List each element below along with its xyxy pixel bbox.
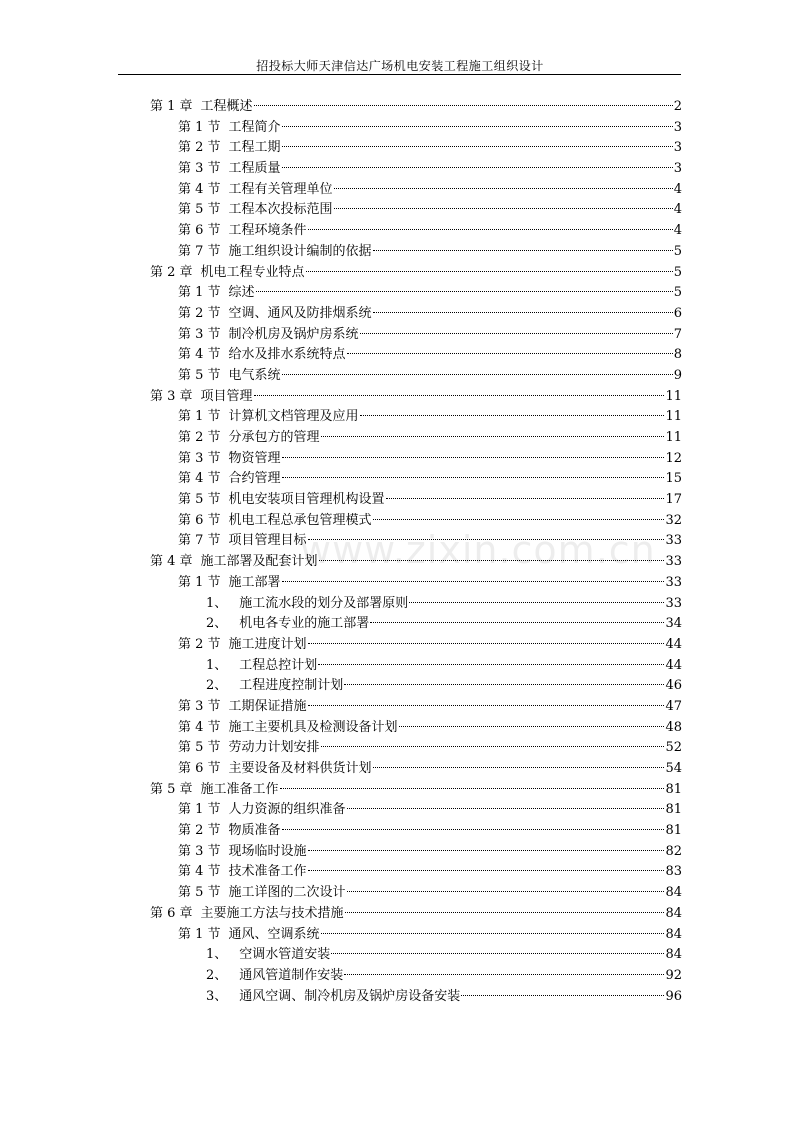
toc-section-entry[interactable] — [0, 635, 800, 656]
toc-entry-title: 工程质量 — [228, 161, 281, 177]
toc-entry-page-number: 46 — [665, 678, 682, 694]
toc-section-entry[interactable] — [0, 490, 800, 511]
toc-entry-number: 第 6 节 — [178, 223, 221, 239]
toc-entry-number: 第 5 节 — [178, 202, 221, 218]
toc-entry-number: 1、 — [206, 657, 228, 673]
toc-entry-title: 施工详图的二次设计 — [228, 885, 346, 901]
toc-entry-number: 第 4 章 — [150, 554, 193, 570]
toc-entry-page-number: 84 — [665, 885, 682, 901]
toc-entry-number: 1、 — [206, 595, 228, 611]
toc-section-entry[interactable] — [0, 242, 800, 263]
toc-dot-leader — [306, 271, 673, 272]
toc-entry-number: 第 4 节 — [178, 719, 221, 735]
toc-entry-page-number: 32 — [665, 512, 682, 528]
toc-entry-page-number: 15 — [665, 471, 682, 487]
toc-entry-title: 工程进度控制计划 — [239, 678, 344, 694]
toc-entry-page-number: 48 — [665, 719, 682, 735]
toc-section-entry[interactable] — [0, 759, 800, 780]
toc-entry-page-number: 84 — [665, 947, 682, 963]
toc-dot-leader — [347, 808, 665, 809]
toc-entry-number: 第 3 节 — [178, 450, 221, 466]
toc-entry-title: 制冷机房及锅炉房系统 — [228, 326, 359, 342]
toc-dot-leader — [321, 436, 665, 437]
toc-chapter-entry[interactable] — [0, 780, 800, 801]
toc-entry-title: 机电工程专业特点 — [200, 264, 305, 280]
toc-entry-page-number: 3 — [673, 119, 682, 135]
toc-section-entry[interactable] — [0, 345, 800, 366]
toc-dot-leader — [319, 560, 665, 561]
toc-dot-leader — [282, 374, 673, 375]
toc-entry-title: 空调、通风及防排烟系统 — [228, 305, 372, 321]
toc-dot-leader — [461, 995, 664, 996]
toc-entry-title: 施工主要机具及检测设备计划 — [228, 719, 398, 735]
toc-entry-page-number: 8 — [673, 347, 682, 363]
toc-entry-title: 现场临时设施 — [228, 843, 307, 859]
toc-entry-title: 施工进度计划 — [228, 636, 307, 652]
toc-dot-leader — [347, 891, 665, 892]
toc-section-entry[interactable] — [0, 407, 800, 428]
toc-entry-page-number: 3 — [673, 161, 682, 177]
toc-entry-page-number: 33 — [665, 574, 682, 590]
toc-entry-title: 工期保证措施 — [228, 698, 307, 714]
toc-entry-title: 工程工期 — [228, 140, 281, 156]
toc-entry-title: 项目管理 — [200, 388, 253, 404]
toc-dot-leader — [321, 746, 665, 747]
toc-entry-title: 通风、空调系统 — [228, 926, 320, 942]
toc-dot-leader — [409, 602, 664, 603]
toc-section-entry[interactable] — [0, 697, 800, 718]
toc-dot-leader — [347, 353, 673, 354]
toc-entry-page-number: 33 — [665, 554, 682, 570]
toc-entry-title: 机电工程总承包管理模式 — [228, 512, 372, 528]
toc-dot-leader — [308, 705, 665, 706]
toc-section-entry[interactable] — [0, 449, 800, 470]
toc-dot-leader — [373, 250, 673, 251]
toc-entry-page-number: 11 — [665, 388, 682, 404]
toc-chapter-entry[interactable] — [0, 387, 800, 408]
toc-entry-number: 第 1 章 — [150, 99, 193, 114]
toc-entry-title: 机电各专业的施工部署 — [239, 616, 370, 632]
toc-section-entry[interactable] — [0, 159, 800, 180]
toc-entry-number: 第 5 节 — [178, 885, 221, 901]
toc-entry-page-number: 6 — [673, 305, 682, 321]
toc-entry-page-number: 96 — [665, 988, 682, 1004]
document-header-title: 招投标大师天津信达广场机电安装工程施工组织设计 — [256, 59, 544, 73]
toc-dot-leader — [360, 415, 665, 416]
toc-section-entry[interactable] — [0, 862, 800, 883]
toc-entry-title: 电气系统 — [228, 367, 281, 383]
toc-section-entry[interactable] — [0, 325, 800, 346]
toc-entry-number: 第 6 节 — [178, 761, 221, 776]
toc-dot-leader — [308, 643, 665, 644]
toc-entry-page-number: 52 — [665, 740, 682, 756]
toc-dot-leader — [254, 395, 665, 396]
toc-entry-page-number: 7 — [673, 326, 682, 342]
toc-entry-title: 工程简介 — [228, 119, 281, 135]
toc-entry-number: 第 6 节 — [178, 512, 221, 528]
toc-dot-leader — [282, 167, 673, 168]
toc-section-entry[interactable] — [0, 842, 800, 863]
toc-entry-number: 第 1 节 — [178, 409, 221, 425]
toc-entry-page-number: 33 — [665, 533, 682, 549]
toc-dot-leader — [370, 622, 664, 623]
toc-section-entry[interactable] — [0, 469, 800, 490]
toc-entry-page-number: 5 — [673, 264, 682, 280]
toc-entry-title: 施工部署 — [228, 574, 281, 590]
toc-dot-leader — [360, 333, 673, 334]
toc-section-entry[interactable] — [0, 511, 800, 532]
toc-entry-number: 第 5 节 — [178, 367, 221, 383]
toc-entry-number: 第 5 节 — [178, 492, 221, 508]
toc-entry-title: 物质准备 — [228, 823, 281, 839]
toc-entry-page-number: 81 — [665, 781, 682, 797]
toc-entry-number: 2、 — [206, 616, 228, 632]
toc-dot-leader — [308, 539, 665, 540]
toc-subsection-entry[interactable] — [0, 594, 800, 615]
toc-entry-title: 人力资源的组织准备 — [228, 802, 346, 818]
toc-entry-number: 第 3 节 — [178, 326, 221, 342]
toc-entry-title: 技术准备工作 — [228, 864, 307, 880]
toc-entry-page-number: 47 — [665, 698, 682, 714]
toc-entry-title: 工程有关管理单位 — [228, 181, 333, 197]
toc-subsection-entry[interactable] — [0, 966, 800, 987]
toc-section-entry[interactable] — [0, 573, 800, 594]
toc-entry-page-number: 2 — [673, 99, 682, 114]
toc-entry-page-number: 11 — [665, 430, 682, 445]
toc-dot-leader — [256, 291, 673, 292]
toc-dot-leader — [282, 829, 665, 830]
toc-dot-leader — [334, 188, 673, 189]
toc-dot-leader — [318, 664, 664, 665]
toc-entry-number: 第 2 节 — [178, 823, 221, 839]
toc-entry-page-number: 44 — [665, 636, 682, 652]
toc-entry-title: 施工部署及配套计划 — [200, 554, 318, 570]
toc-entry-number: 第 4 节 — [178, 864, 221, 880]
toc-entry-page-number: 84 — [665, 905, 682, 921]
toc-entry-page-number: 5 — [673, 285, 682, 301]
table-of-contents — [0, 97, 800, 1007]
toc-dot-leader — [344, 974, 664, 975]
toc-entry-page-number: 17 — [665, 492, 682, 508]
toc-entry-number: 第 6 章 — [150, 905, 193, 921]
toc-dot-leader — [308, 229, 673, 230]
toc-section-entry[interactable] — [0, 738, 800, 759]
toc-entry-title: 施工组织设计编制的依据 — [228, 243, 372, 259]
toc-entry-page-number: 9 — [673, 367, 682, 383]
toc-entry-title: 通风管道制作安装 — [239, 967, 344, 983]
toc-section-entry[interactable] — [0, 883, 800, 904]
toc-section-entry[interactable] — [0, 283, 800, 304]
toc-chapter-entry[interactable] — [0, 97, 800, 118]
toc-entry-title: 给水及排水系统特点 — [228, 347, 346, 363]
toc-entry-page-number: 82 — [665, 843, 682, 859]
toc-dot-leader — [282, 457, 665, 458]
header-rule — [118, 74, 681, 75]
toc-dot-leader — [308, 870, 665, 871]
toc-entry-number: 3、 — [206, 988, 228, 1004]
toc-entry-number: 第 1 节 — [178, 119, 221, 135]
toc-entry-number: 第 2 节 — [178, 430, 221, 445]
toc-dot-leader — [282, 581, 665, 582]
toc-entry-number: 第 4 节 — [178, 471, 221, 487]
toc-subsection-entry[interactable] — [0, 945, 800, 966]
toc-chapter-entry[interactable] — [0, 552, 800, 573]
toc-dot-leader — [399, 726, 665, 727]
toc-entry-title: 综述 — [228, 285, 255, 301]
toc-entry-page-number: 11 — [665, 409, 682, 425]
toc-section-entry[interactable] — [0, 221, 800, 242]
toc-section-entry[interactable] — [0, 118, 800, 139]
toc-entry-title: 机电安装项目管理机构设置 — [228, 492, 385, 508]
toc-dot-leader — [334, 208, 673, 209]
toc-section-entry[interactable] — [0, 531, 800, 552]
toc-dot-leader — [321, 933, 665, 934]
toc-subsection-entry[interactable] — [0, 656, 800, 677]
toc-section-entry[interactable] — [0, 925, 800, 946]
toc-entry-number: 第 5 章 — [150, 781, 193, 797]
toc-entry-title: 合约管理 — [228, 471, 281, 487]
toc-entry-number: 2、 — [206, 678, 228, 694]
toc-entry-number: 第 4 节 — [178, 347, 221, 363]
toc-section-entry[interactable] — [0, 180, 800, 201]
toc-subsection-entry[interactable] — [0, 676, 800, 697]
toc-entry-page-number: 92 — [665, 967, 682, 983]
toc-entry-page-number: 12 — [665, 450, 682, 466]
toc-entry-page-number: 5 — [673, 243, 682, 259]
toc-dot-leader — [373, 519, 665, 520]
toc-entry-title: 物资管理 — [228, 450, 281, 466]
toc-dot-leader — [282, 477, 665, 478]
toc-entry-page-number: 3 — [673, 140, 682, 156]
toc-entry-number: 第 1 节 — [178, 285, 221, 301]
toc-entry-title: 空调水管道安装 — [239, 947, 331, 963]
toc-entry-title: 劳动力计划安排 — [228, 740, 320, 756]
toc-entry-number: 第 3 节 — [178, 698, 221, 714]
toc-entry-page-number: 54 — [665, 761, 682, 776]
toc-entry-number: 1、 — [206, 947, 228, 963]
toc-entry-page-number: 4 — [673, 202, 682, 218]
toc-chapter-entry[interactable] — [0, 263, 800, 284]
toc-section-entry[interactable] — [0, 800, 800, 821]
toc-entry-title: 工程环境条件 — [228, 223, 307, 239]
toc-section-entry[interactable] — [0, 366, 800, 387]
toc-section-entry[interactable] — [0, 428, 800, 449]
toc-entry-title: 主要施工方法与技术措施 — [200, 905, 344, 921]
toc-entry-number: 第 1 节 — [178, 802, 221, 818]
toc-subsection-entry[interactable] — [0, 614, 800, 635]
toc-section-entry[interactable] — [0, 718, 800, 739]
toc-entry-page-number: 81 — [665, 802, 682, 818]
toc-entry-page-number: 4 — [673, 223, 682, 239]
toc-entry-title: 分承包方的管理 — [228, 430, 320, 445]
toc-section-entry[interactable] — [0, 138, 800, 159]
toc-dot-leader — [344, 684, 664, 685]
toc-entry-number: 2、 — [206, 967, 228, 983]
toc-entry-page-number: 44 — [665, 657, 682, 673]
toc-entry-page-number: 84 — [665, 926, 682, 942]
toc-chapter-entry[interactable] — [0, 904, 800, 925]
toc-entry-number: 第 1 节 — [178, 926, 221, 942]
toc-dot-leader — [254, 105, 673, 106]
toc-section-entry[interactable] — [0, 200, 800, 221]
toc-entry-title: 主要设备及材料供货计划 — [228, 761, 372, 776]
toc-entry-number: 第 3 节 — [178, 843, 221, 859]
toc-entry-number: 第 2 节 — [178, 140, 221, 156]
toc-dot-leader — [282, 126, 673, 127]
toc-entry-title: 工程总控计划 — [239, 657, 318, 673]
toc-entry-number: 第 2 章 — [150, 264, 193, 280]
toc-entry-title: 项目管理目标 — [228, 533, 307, 549]
toc-entry-title: 计算机文档管理及应用 — [228, 409, 359, 425]
toc-entry-title: 施工流水段的划分及部署原则 — [239, 595, 409, 611]
toc-entry-page-number: 4 — [673, 181, 682, 197]
toc-dot-leader — [282, 146, 673, 147]
watermark: www.zixin.com.cn — [300, 528, 656, 572]
toc-entry-page-number: 33 — [665, 595, 682, 611]
toc-entry-number: 第 7 节 — [178, 533, 221, 549]
toc-dot-leader — [373, 767, 665, 768]
toc-entry-title: 工程本次投标范围 — [228, 202, 333, 218]
toc-section-entry[interactable] — [0, 821, 800, 842]
toc-dot-leader — [308, 850, 665, 851]
toc-entry-number: 第 3 章 — [150, 388, 193, 404]
toc-entry-title: 施工准备工作 — [200, 781, 279, 797]
toc-entry-number: 第 4 节 — [178, 181, 221, 197]
toc-dot-leader — [386, 498, 665, 499]
toc-entry-number: 第 1 节 — [178, 574, 221, 590]
toc-entry-number: 第 5 节 — [178, 740, 221, 756]
toc-entry-number: 第 3 节 — [178, 161, 221, 177]
toc-entry-number: 第 2 节 — [178, 305, 221, 321]
toc-section-entry[interactable] — [0, 304, 800, 325]
toc-dot-leader — [373, 312, 673, 313]
toc-dot-leader — [331, 953, 664, 954]
toc-entry-title: 工程概述 — [200, 99, 253, 114]
toc-dot-leader — [280, 788, 665, 789]
toc-entry-number: 第 7 节 — [178, 243, 221, 259]
toc-dot-leader — [345, 912, 665, 913]
toc-subsection-entry[interactable] — [0, 987, 800, 1008]
toc-entry-page-number: 81 — [665, 823, 682, 839]
toc-entry-title: 通风空调、制冷机房及锅炉房设备安装 — [239, 988, 461, 1004]
toc-entry-number: 第 2 节 — [178, 636, 221, 652]
toc-entry-page-number: 34 — [665, 616, 682, 632]
toc-entry-page-number: 83 — [665, 864, 682, 880]
